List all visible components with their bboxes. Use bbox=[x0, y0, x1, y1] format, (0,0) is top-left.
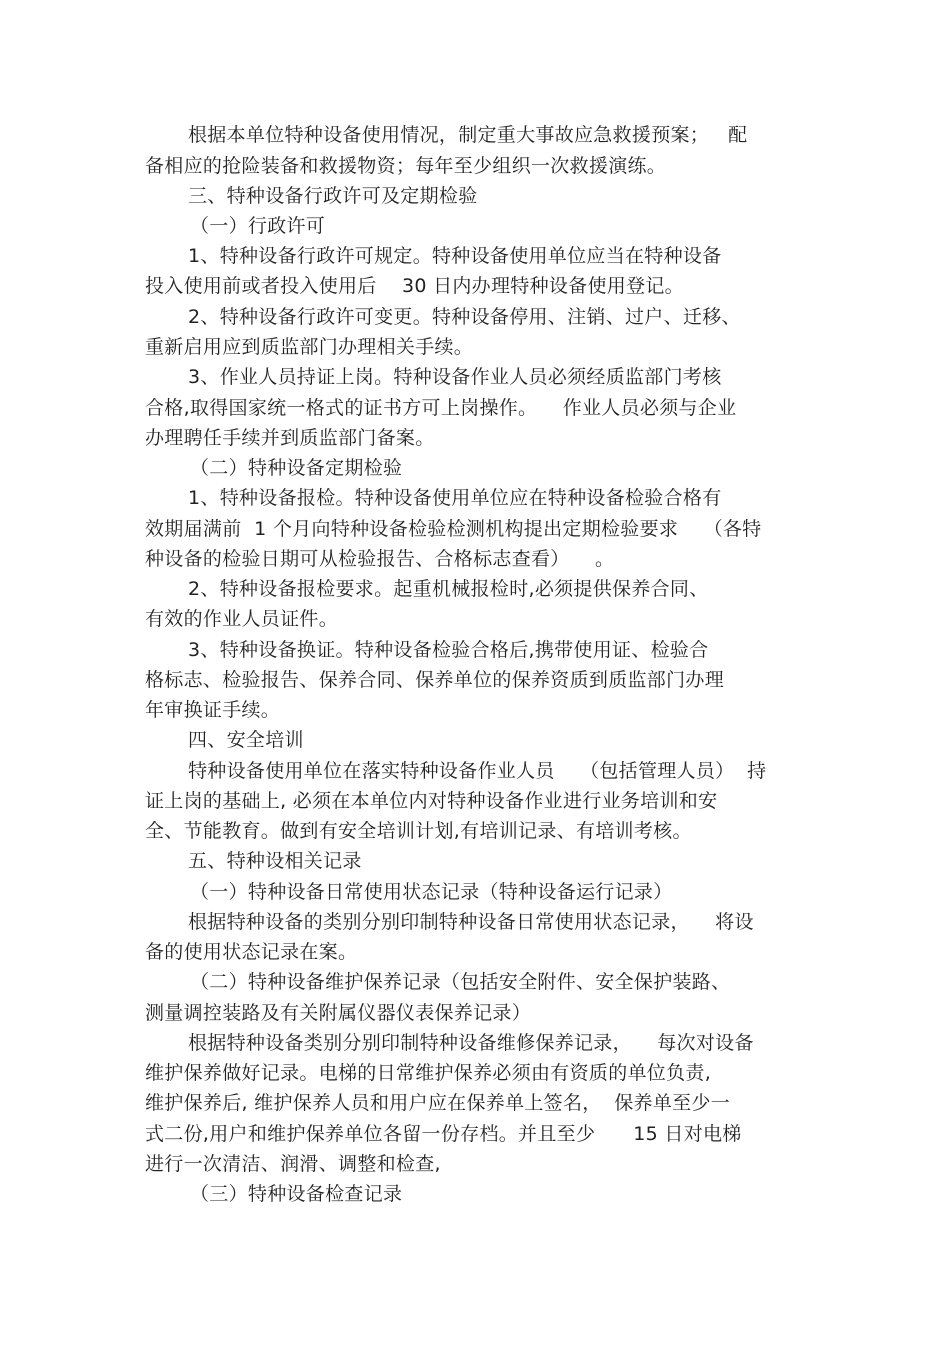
subsection-heading: （三）特种设备检查记录 bbox=[190, 1183, 403, 1205]
text-line: 效期届满前 1 个月向特种设备检验检测机构提出定期检验要求 （各特 bbox=[145, 518, 762, 540]
text-line: 证上岗的基础上, 必须在本单位内对特种设备作业进行业务培训和安 bbox=[145, 790, 718, 812]
text-line: 根据特种设备的类别分别印制特种设备日常使用状态记录， 将设 bbox=[188, 911, 754, 933]
text-line: 年审换证手续。 bbox=[145, 699, 281, 721]
text-line: 有效的作业人员证件。 bbox=[145, 608, 339, 630]
text-line: 全、节能教育。做到有安全培训计划,有培训记录、有培训考核。 bbox=[145, 820, 692, 842]
text-line: 维护保养后, 维护保养人员和用户应在保养单上签名， 保养单至少一 bbox=[145, 1092, 731, 1114]
text-line: 1、特种设备行政许可规定。特种设备使用单位应当在特种设备 bbox=[188, 245, 722, 267]
text-line: 合格,取得国家统一格式的证书方可上岗操作。 作业人员必须与企业 bbox=[145, 397, 737, 419]
text-line: 维护保养做好记录。电梯的日常维护保养必须由有资质的单位负责, bbox=[145, 1062, 712, 1084]
text-line: 2、特种设备行政许可变更。特种设备停用、注销、过户、迁移、 bbox=[188, 306, 741, 328]
text-line: 测量调控装路及有关附属仪器仪表保养记录） bbox=[145, 1002, 532, 1024]
text-line: 重新启用应到质监部门办理相关手续。 bbox=[145, 336, 474, 358]
text-line: 2、特种设备报检要求。起重机械报检时,必须提供保养合同、 bbox=[188, 578, 709, 600]
text-line: 进行一次清洁、润滑、调整和检查, bbox=[145, 1153, 441, 1175]
subsection-heading: （二）特种设备定期检验 bbox=[190, 457, 403, 479]
subsection-heading: （一）行政许可 bbox=[190, 215, 326, 237]
text-line: 种设备的检验日期可从检验报告、合格标志查看） 。 bbox=[145, 548, 615, 570]
text-line: 根据本单位特种设备使用情况，制定重大事故应急救援预案； 配 bbox=[188, 124, 748, 146]
text-line: 办理聘任手续并到质监部门备案。 bbox=[145, 427, 435, 449]
text-line: 备的使用状态记录在案。 bbox=[145, 941, 358, 963]
subsection-heading: （一）特种设备日常使用状态记录（特种设备运行记录） bbox=[190, 881, 673, 903]
text-line: 特种设备使用单位在落实特种设备作业人员 （包括管理人员） 持 bbox=[188, 760, 767, 782]
section-heading: 三、特种设备行政许可及定期检验 bbox=[188, 185, 478, 207]
subsection-heading: （二）特种设备维护保养记录（包括安全附件、安全保护装路、 bbox=[190, 971, 731, 993]
text-line: 备相应的抢险装备和救援物资；每年至少组织一次救援演练。 bbox=[145, 155, 667, 177]
text-line: 式二份,用户和维护保养单位各留一份存档。并且至少 15 日对电梯 bbox=[145, 1123, 742, 1145]
text-line: 3、作业人员持证上岗。特种设备作业人员必须经质监部门考核 bbox=[188, 366, 722, 388]
text-line: 投入使用前或者投入使用后 30 日内办理特种设备使用登记。 bbox=[145, 275, 684, 297]
text-line: 根据特种设备类别分别印制特种设备维修保养记录， 每次对设备 bbox=[188, 1032, 754, 1054]
text-line: 1、特种设备报检。特种设备使用单位应在特种设备检验合格有 bbox=[188, 487, 722, 509]
text-line: 格标志、检验报告、保养合同、保养单位的保养资质到质监部门办理 bbox=[145, 669, 725, 691]
section-heading: 五、特种设相关记录 bbox=[188, 850, 362, 872]
section-heading: 四、安全培训 bbox=[188, 729, 304, 751]
text-line: 3、特种设备换证。特种设备检验合格后,携带使用证、检验合 bbox=[188, 639, 709, 661]
